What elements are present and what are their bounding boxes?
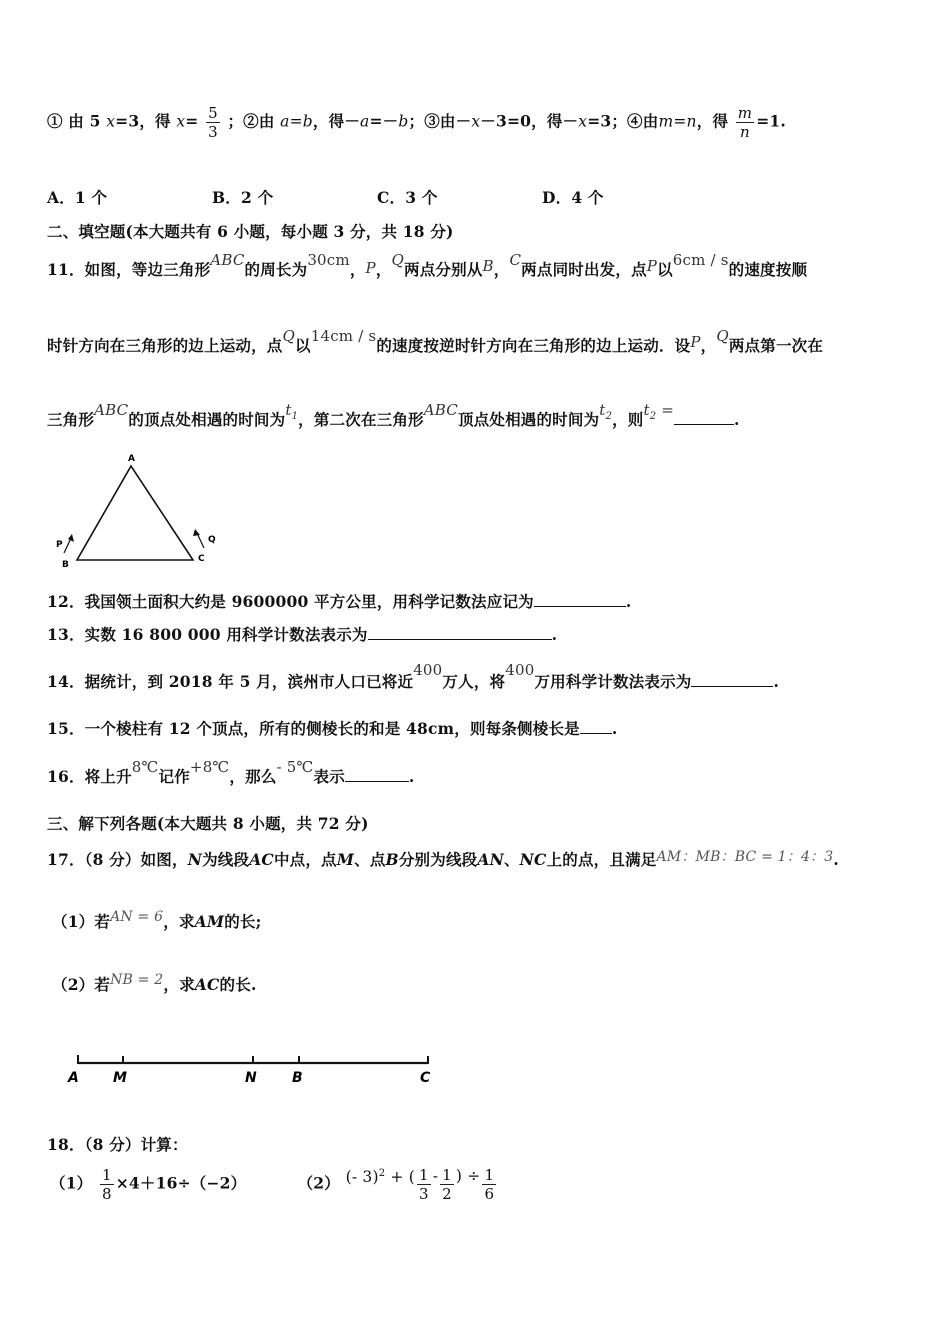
q17-part-1-text: 的长; [224, 912, 262, 931]
neg-three: (- 3) [345, 1167, 379, 1186]
number-400: 400 [505, 661, 535, 679]
speed-q: 14cm / s [310, 327, 377, 345]
number-400: 400 [413, 661, 443, 679]
q15-text: 15．一个棱柱有 12 个顶点，所有的侧棱长的和是 48cm，则每条侧棱长是 [47, 719, 580, 738]
q11-text: 的速度按逆时针方向在三角形的边上运动．设 [376, 336, 691, 355]
var-b: b [398, 112, 409, 131]
temp-value: 8℃ [131, 758, 159, 776]
q11-text: 两点第一次在 [728, 336, 824, 355]
label-b: B [62, 560, 69, 570]
option-d: D．4 个 [542, 188, 604, 207]
q11-text: ，第二次在三角形 [298, 410, 424, 429]
period: . [551, 625, 558, 644]
answer-blank [691, 672, 773, 687]
temp-value: +8℃ [189, 758, 230, 776]
answer-blank [674, 410, 734, 425]
point-b: B [482, 257, 494, 275]
q11-text: 两点同时出发，点 [521, 260, 647, 279]
period: . [408, 767, 415, 786]
fraction-m-n [736, 104, 754, 141]
fraction-numerator: 1 [442, 1166, 452, 1184]
fraction-1-6 [482, 1166, 496, 1203]
fraction-numerator: 1 [484, 1166, 495, 1184]
q14-text: 万人，将 [442, 672, 506, 691]
option-c: C．3 个 [377, 188, 438, 207]
point-q: Q [282, 327, 296, 345]
comma: ， [375, 260, 392, 279]
segment-figure [60, 1048, 450, 1090]
q11-text: ，则 [612, 410, 644, 429]
q11-text: 以 [657, 260, 673, 279]
fraction-5-3 [206, 104, 220, 141]
arrow-p-head [68, 534, 74, 542]
label-c: C [420, 1070, 431, 1086]
label-q: Q [208, 535, 216, 545]
stmt-2-text: ；②由 [227, 111, 275, 131]
triangle-abc: ABC [210, 251, 245, 269]
answer-blank [368, 625, 552, 640]
fraction-1-8 [100, 1166, 114, 1203]
stmt-3-text-c: =3；④由 [587, 111, 659, 131]
t-symbol: t [599, 401, 606, 419]
label-m: M [113, 1070, 127, 1086]
stmt-2-text-c: =－ [369, 111, 399, 131]
time-t2 [643, 401, 675, 422]
var-a: a [360, 112, 370, 131]
triangle-abc: ABC [423, 401, 458, 419]
segment-am: AM [194, 912, 225, 931]
segment-nc: NC [519, 850, 547, 869]
time-t2 [599, 401, 613, 422]
answer-blank [580, 719, 612, 734]
period: . [611, 719, 618, 738]
q17-part-2 [52, 973, 257, 995]
point-c: C [509, 251, 522, 269]
q11-text: 11．如图，等边三角形 [47, 260, 211, 279]
segment-ac: AC [249, 850, 274, 869]
q17-text: 、点 [354, 850, 386, 869]
temp-value: - 5℃ [276, 758, 314, 776]
equals-sign: = [656, 401, 675, 419]
label-p: P [56, 540, 63, 550]
q18-part-2-expr [346, 1168, 415, 1186]
q11-text: 三角形 [47, 410, 95, 429]
triangle-figure [50, 450, 230, 575]
equals-sign: = [185, 111, 199, 131]
period: . [773, 672, 780, 691]
prev-question-line [47, 104, 786, 141]
comma: ， [349, 260, 366, 279]
fraction-denominator: 2 [442, 1185, 452, 1203]
stmt-3-text: ；③由－ [408, 111, 472, 131]
q11-line-3 [47, 401, 740, 432]
q11-text: 时针方向在三角形的边上运动，点 [47, 336, 283, 355]
exponent: 2 [378, 1167, 386, 1179]
q17-text: 为线段 [202, 850, 250, 869]
q17-part-2-text: （2）若 [52, 975, 111, 994]
triangle-abc: ABC [94, 401, 129, 419]
var-x: x [106, 112, 116, 131]
var-x: x [176, 112, 186, 131]
q17-text: 分别为线段 [398, 850, 478, 869]
subscript: 1 [291, 411, 299, 422]
q17-part-1-text: （1）若 [52, 912, 111, 931]
comma: ， [493, 260, 510, 279]
q17-part-1 [52, 910, 262, 932]
stmt-3-text-b: －3=0，得－ [480, 111, 579, 131]
q14-text: 万用科学计数法表示为 [534, 672, 692, 691]
section-3-heading: 三、解下列各题(本大题共 8 小题，共 72 分) [47, 814, 369, 833]
option-b: B．2 个 [212, 188, 274, 207]
stmt-4-text-b: =1. [756, 111, 786, 131]
q17-part-2-text: 的长. [219, 975, 257, 994]
label-c: C [198, 554, 205, 564]
q14 [47, 661, 780, 692]
close-paren-divide: ) ÷ [455, 1166, 481, 1185]
label-b: B [292, 1070, 303, 1086]
fraction-denominator: n [736, 122, 754, 141]
var-x: x [471, 112, 481, 131]
q17-text: 、 [503, 850, 520, 869]
point-m: M [336, 850, 355, 869]
plus-paren: + ( [385, 1167, 415, 1186]
comma: ， [700, 336, 717, 355]
point-q: Q [716, 327, 729, 345]
q16-text: ，那么 [229, 767, 277, 786]
q14-text: 14．据统计，到 2018 年 5 月，滨州市人口已将近 [47, 672, 414, 691]
subscript: 2 [649, 411, 657, 422]
fraction-1-3 [417, 1166, 431, 1203]
time-t1 [285, 401, 299, 422]
fraction-denominator: 6 [484, 1185, 495, 1203]
stmt-2-expr: a=b [280, 112, 313, 131]
stmt-4-text: ，得 [696, 111, 729, 131]
triangle-shape [77, 466, 193, 560]
q13-text: 13．实数 16 800 000 用科学计数法表示为 [47, 625, 368, 644]
fraction-denominator: 8 [102, 1185, 112, 1203]
fraction-numerator: 1 [102, 1166, 112, 1184]
fraction-numerator: 1 [418, 1166, 429, 1184]
stmt-1-text-b: =3，得 [115, 111, 171, 131]
q11-text: 顶点处相遇的时间为 [457, 410, 600, 429]
q11-line-2 [47, 327, 824, 356]
t-symbol: t [643, 401, 650, 419]
var-x: x [578, 112, 588, 131]
period: . [833, 850, 839, 869]
answer-options [47, 186, 707, 208]
point-b: B [385, 850, 399, 869]
q17-part-2-text: ，求 [163, 975, 195, 994]
q18-part-2-label: （2） [297, 1173, 340, 1193]
q17 [47, 848, 839, 870]
fraction-numerator: 5 [208, 104, 218, 122]
q18-part-1-label: （1） [50, 1173, 93, 1193]
label-a: A [68, 1070, 79, 1086]
speed-p: 6cm / s [672, 251, 729, 269]
q11-text: 的周长为 [244, 260, 308, 279]
stmt-2-text-b: ，得－ [312, 111, 361, 131]
q18-parts [50, 1166, 498, 1203]
t-symbol: t [285, 401, 292, 419]
stmt-4-expr: m=n [658, 112, 697, 131]
q16 [47, 758, 415, 787]
q17-part-1-text: ，求 [163, 912, 195, 931]
q11-line-1 [47, 251, 808, 280]
label-a: A [128, 454, 135, 464]
q16-text: 表示 [313, 767, 345, 786]
fraction-numerator: m [737, 104, 753, 122]
ratio-condition: AM：MB：BC = 1：4：3 [656, 849, 834, 865]
segment-ac: AC [194, 975, 220, 994]
condition-nb: NB = 2 [110, 972, 164, 988]
q15 [47, 717, 617, 739]
answer-blank [534, 592, 626, 607]
point-p: P [365, 259, 376, 277]
arrow-q-head [193, 529, 200, 536]
q13 [47, 623, 557, 645]
answer-blank [345, 767, 409, 782]
condition-an: AN = 6 [110, 909, 164, 925]
q11-text: 的顶点处相遇的时间为 [128, 410, 286, 429]
point-q: Q [391, 251, 405, 269]
minus-sign: - [432, 1166, 439, 1185]
q11-text: 的速度按顺 [728, 260, 808, 279]
stmt-1-text: ① 由 5 [47, 111, 101, 131]
label-n: N [245, 1070, 257, 1086]
subscript: 2 [605, 411, 613, 422]
q17-text: 17．（8 分）如图， [47, 850, 188, 869]
point-p: P [690, 333, 701, 351]
q16-text: 记作 [158, 767, 190, 786]
fraction-denominator: 3 [208, 123, 218, 141]
q17-text: 中点，点 [273, 850, 337, 869]
q18-title: 18．（8 分）计算： [47, 1135, 188, 1154]
q12-text: 12．我国领土面积大约是 9600000 平方公里，用科学记数法应记为 [47, 592, 534, 611]
section-2-heading: 二、填空题(本大题共有 6 小题，每小题 3 分，共 18 分) [47, 222, 454, 241]
fraction-1-2 [440, 1166, 454, 1203]
point-p: P [646, 257, 658, 275]
q16-text: 16．将上升 [47, 767, 132, 786]
option-a: A．1 个 [47, 188, 108, 207]
q17-text: 上的点，且满足 [546, 850, 657, 869]
fraction-denominator: 3 [418, 1185, 429, 1203]
q11-text: 以 [295, 336, 311, 355]
period: . [734, 410, 740, 429]
segment-an: AN [477, 850, 504, 869]
q18-part-1-expr: ×4＋16÷（−2） [115, 1173, 247, 1193]
perimeter-value: 30cm [307, 251, 350, 269]
period: . [625, 592, 632, 611]
q11-text: 两点分别从 [404, 260, 483, 279]
point-n: N [187, 850, 203, 869]
q12 [47, 590, 631, 612]
